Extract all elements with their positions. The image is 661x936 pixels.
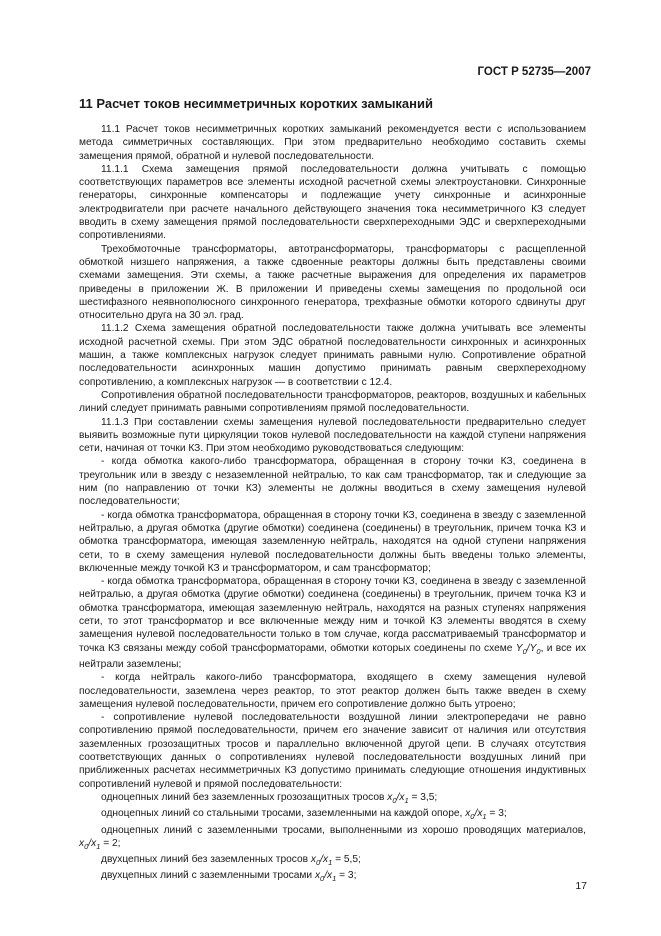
document-body bbox=[79, 123, 586, 886]
paragraph: 11.1 Расчет токов несимметричных коротких замыканий рекомендуется вести с использованием метода симметричных составляющих. При этом предварительно необходимо составить схемы замещения прямой, обратной и нулевой последовательности. bbox=[79, 124, 586, 162]
list-item: - когда обмотка какого-либо трансформатора, обращенная в сторону точки КЗ, соединена в треугольник или в звезду с незаземленной нейтралью, то как сам трансформатор, так и следующие за ним (по направлению от точки КЗ) элементы не должны вводиться в схему замещения нулевой последовательности; bbox=[79, 456, 586, 508]
list-item-text: - когда обмотка трансформатора, обращенная в сторону точки КЗ, соединена в звезду с заземленной нейтралью, а другая обмотка (другие обмотки) соединена (соединены) в треугольник, причем точка КЗ и обмотка трансформатора, имеющая заземленную нейтраль, находятся на разных ступенях напряжения сети, то этот трансформатор и все включенные между ним и точкой КЗ элементы вводятся в схему замещения нулевой последовательности только в том случае, когда рассматриваемый трансформатор и точка КЗ связаны между собой трансформаторами, обмотки которых соединены по схеме bbox=[79, 576, 586, 654]
ratio-symbol: $x_0/x_1$ bbox=[314, 870, 337, 884]
wye-scheme: $Y_0/Y_0$ bbox=[515, 642, 541, 656]
page-number: 17 bbox=[575, 880, 587, 892]
ratio-line: двухцепных линий с заземленными тросами $x_0/x_1 = 3$; bbox=[101, 870, 357, 884]
list-item: - когда нейтраль какого-либо трансформатора, входящего в схему замещения нулевой последовательности, заземлена через реактор, то этот реактор должен быть также введен в схему замещения нулевой последовательности, причем его сопротивление должно быть утроено; bbox=[79, 672, 586, 710]
paragraph: 11.1.1 Схема замещения прямой последовательности должна учитывать с помощью соответствующих параметров все элементы исходной расчетной схемы электроустановки. Синхронные генераторы, синхронные компенсаторы и подлежащие учету синхронные и асинхронные электродвигатели при расчете начального действующего значения тока несимметричного КЗ следует вводить в схему замещения прямой последовательности сверхпереходными ЭДС и сверхпереходными сопротивлениями. bbox=[79, 163, 586, 242]
ratio-line: одноцепных линий со стальными тросами, заземленными на каждой опоре, $x_0/x_1 = 3$; bbox=[101, 808, 507, 822]
paragraph: Трехобмоточные трансформаторы, автотрансформаторы, трансформаторы с расщепленной обмоткой низшего напряжения, а также сдвоенные реакторы должны быть представлены своими схемами замещения. Эти схемы, а также расчетные выражения для определения их параметров приведены в приложении Ж. В приложении И приведены схемы замещения по продольной оси шестифазного неявнополюсного синхронного генератора, трехфазные обмотки которого сдвинуты друг относительно друга на 30 эл. град. bbox=[79, 243, 586, 322]
list-item-tail: , и все их нейтрали заземлены; bbox=[79, 642, 586, 670]
section-title: 11 Расчет токов несимметричных коротких замыканий bbox=[79, 96, 433, 111]
ratio-symbol: $x_0/x_1$ bbox=[465, 808, 487, 822]
list-item: - когда обмотка трансформатора, обращенная в сторону точки КЗ, соединена в звезду с заземленной нейтралью, а другая обмотка (другие обмотки) соединена (соединены) в треугольник, причем точка КЗ и обмотка трансформатора, имеющая заземленную нейтраль, находятся на одной ступени напряжения сети, то в схему замещения нулевой последовательности должны быть введены только элементы, включенные между точкой КЗ и трансформатором, и сам трансформатор; bbox=[79, 509, 586, 574]
ratio-symbol: $x_0/x_1$ bbox=[79, 837, 101, 851]
paragraph: 11.1.3 При составлении схемы замещения нулевой последовательности предварительно следует выявить возможные пути циркуляции токов нулевой последовательности на каждой ступени напряжения сети, начиная от точки КЗ. При этом необходимо руководствоваться следующим: bbox=[79, 416, 586, 455]
ratio-line: одноцепных линий без заземленных грозозащитных тросов $x_0/x_1 = 3,5$; bbox=[101, 791, 438, 805]
list-item bbox=[79, 575, 586, 671]
ratio-symbol: $x_0/x_1$ bbox=[387, 791, 409, 805]
ratio-line: двухцепных линий без заземленных тросов $x_0/x_1 = 5,5$; bbox=[101, 854, 361, 868]
document-header: ГОСТ Р 52735—2007 bbox=[477, 66, 591, 78]
ratio-symbol: $x_0/x_1$ bbox=[310, 854, 333, 868]
paragraph: 11.1.2 Схема замещения обратной последовательности также должна учитывать все элементы исходной расчетной схемы. При этом ЭДС обратной последовательности синхронных и асинхронных машин, а также комплексных нагрузок следует принимать равными нулю. Сопротивление обратной последовательности асинхронных машин допустимо принимать равным сверхпереходному сопротивлению, а комплексных нагрузок — в соответствии с 12.4. bbox=[79, 323, 586, 388]
list-item: - сопротивление нулевой последовательности воздушной линии электропередачи не равно сопротивлению прямой последовательности, причем его значение зависит от наличия или отсутствия заземленных грозозащитных тросов и параллельно включенной другой цепи. В случаях отсутствия соответствующих данных о сопротивлениях нулевой последовательности воздушных линий при приближенных расчетах несимметричных КЗ допустимо принимать следующие отношения индуктивных сопротивлений нулевой и прямой последовательности: bbox=[79, 712, 586, 790]
paragraph: Сопротивления обратной последовательности трансформаторов, реакторов, воздушных и кабельных линий следует принимать равными сопротивлениям прямой последовательности. bbox=[79, 389, 586, 415]
ratio-line: одноцепных линий с заземленными тросами, выполненными из хорошо проводящих материалов, $x_0/x_1 = 2$; bbox=[79, 824, 586, 851]
